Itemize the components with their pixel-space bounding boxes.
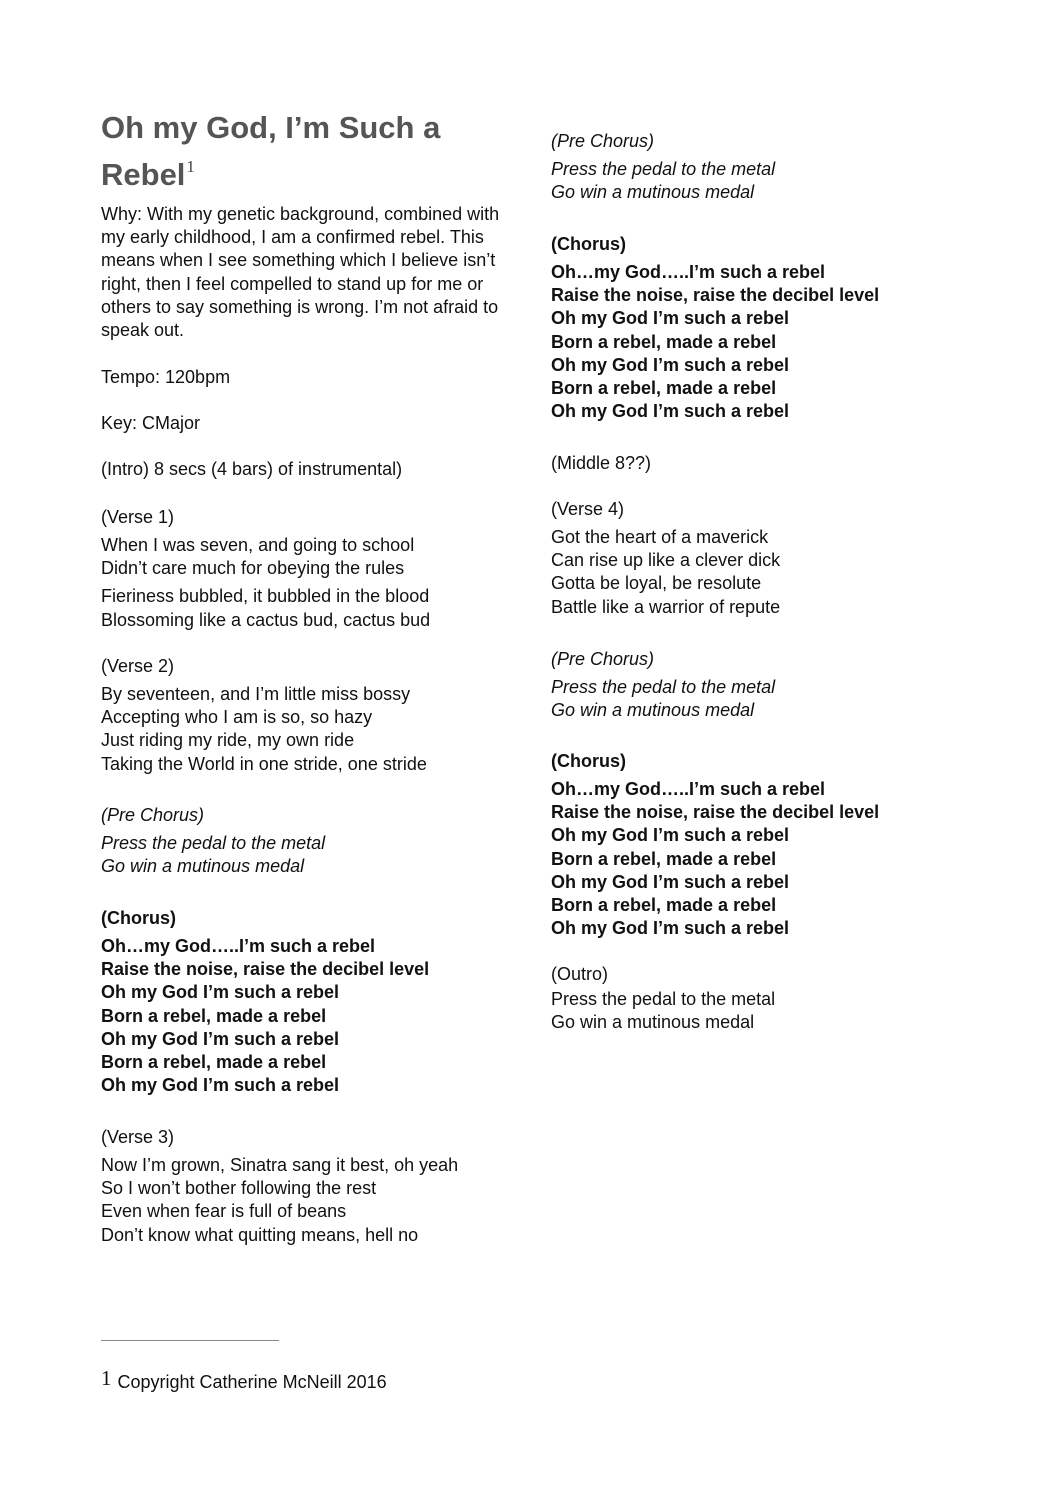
lyric-line: Oh…my God…..I’m such a rebel	[551, 779, 826, 799]
lyric-line: Go win a mutinous medal	[551, 182, 755, 203]
lyric-line: Oh my God I’m such a rebel	[551, 308, 790, 329]
lyric-line: Accepting who I am is so, so hazy	[101, 707, 373, 728]
lyric-lines	[551, 676, 991, 722]
section-label: (Verse 1)	[101, 507, 175, 527]
lyric-line: Go win a mutinous medal	[101, 856, 305, 877]
lyric-lines	[551, 261, 991, 423]
lyric-line: Oh my God I’m such a rebel	[551, 825, 790, 846]
lyric-line: Born a rebel, made a rebel	[551, 895, 777, 916]
why-paragraph: Why: With my genetic background, combined with my early childhood, I am a confirmed rebel. This means when I see something which I believe isn’t right, then I feel compelled to stand up for me or others to say something is wrong. I’m not afraid to speak out.	[101, 204, 500, 341]
verse-2	[101, 655, 541, 776]
lyric-line: Oh my God I’m such a rebel	[551, 918, 790, 939]
lyric-line: Raise the noise, raise the decibel level	[101, 959, 430, 980]
lyric-line: Born a rebel, made a rebel	[551, 848, 777, 869]
lyric-line: Born a rebel, made a rebel	[101, 1052, 327, 1073]
lyric-line: Just riding my ride, my own ride	[101, 730, 355, 751]
lyric-lines	[551, 158, 991, 204]
section-label: (Chorus)	[101, 908, 176, 928]
lyric-line: Battle like a warrior of repute	[551, 596, 781, 617]
lyric-lines	[101, 534, 541, 632]
lyric-line: Oh my God I’m such a rebel	[551, 871, 790, 892]
lyric-line: Blossoming like a cactus bud, cactus bud	[101, 609, 431, 630]
lyric-line: Oh my God I’m such a rebel	[101, 982, 340, 1003]
lyric-line: Got the heart of a maverick	[551, 527, 769, 547]
section-label: (Chorus)	[551, 234, 626, 254]
section-label: (Outro)	[551, 964, 609, 984]
lyric-lines	[551, 526, 991, 619]
lyric-line: By seventeen, and I’m little miss bossy	[101, 684, 411, 704]
verse-3	[101, 1126, 541, 1247]
lyric-line: Born a rebel, made a rebel	[551, 378, 777, 399]
lyric-lines	[101, 832, 541, 878]
chorus	[101, 907, 541, 1097]
key-text: Key: CMajor	[101, 413, 201, 433]
lyric-line: Can rise up like a clever dick	[551, 550, 781, 571]
footnote-divider	[101, 1340, 279, 1341]
pre-chorus	[551, 130, 991, 204]
lyric-lines	[101, 1154, 541, 1247]
intro-text: (Intro) 8 secs (4 bars) of instrumental)	[101, 459, 403, 479]
footnote	[101, 1367, 387, 1393]
lyric-line: Taking the World in one stride, one stride	[101, 753, 427, 774]
middle-8	[551, 452, 991, 475]
chorus	[551, 750, 991, 940]
lyric-line: Oh my God I’m such a rebel	[101, 1028, 340, 1049]
lyric-lines	[101, 935, 541, 1097]
section-label: (Middle 8??)	[551, 453, 652, 473]
chorus	[551, 233, 991, 423]
section-label: (Pre Chorus)	[551, 649, 655, 669]
lyric-line: Go win a mutinous medal	[551, 1012, 755, 1033]
lyric-line: Even when fear is full of beans	[101, 1201, 347, 1222]
section-label: (Verse 3)	[101, 1127, 175, 1147]
tempo-text: Tempo: 120bpm	[101, 367, 231, 387]
lyric-line: Born a rebel, made a rebel	[101, 1005, 327, 1026]
lyric-line: Oh my God I’m such a rebel	[551, 401, 790, 422]
lyric-line: Press the pedal to the metal	[551, 677, 776, 697]
verse-1	[101, 506, 541, 632]
lyric-line: Oh my God I’m such a rebel	[551, 354, 790, 375]
footnote-text: Copyright Catherine McNeill 2016	[117, 1372, 387, 1392]
song-title	[101, 108, 501, 194]
lyric-line: Press the pedal to the metal	[101, 833, 326, 853]
lyric-line: Press the pedal to the metal	[551, 159, 776, 179]
lyric-line: Born a rebel, made a rebel	[551, 331, 777, 352]
lyric-line: Gotta be loyal, be resolute	[551, 573, 762, 594]
pre-chorus	[551, 648, 991, 722]
lyric-line: Raise the noise, raise the decibel level	[551, 285, 880, 306]
lyric-line: Oh my God I’m such a rebel	[101, 1075, 340, 1096]
pre-chorus	[101, 804, 541, 878]
lyric-line: When I was seven, and going to school	[101, 535, 415, 555]
section-label: (Pre Chorus)	[101, 805, 205, 825]
lyric-line: Go win a mutinous medal	[551, 700, 755, 721]
song-title-text: Oh my God, I’m Such a Rebel	[101, 110, 441, 192]
section-label: (Pre Chorus)	[551, 131, 655, 151]
lyric-lines	[551, 778, 991, 940]
lyric-line: So I won’t bother following the rest	[101, 1178, 377, 1199]
lyric-lines	[101, 683, 541, 776]
footnote-reference: 1	[186, 157, 195, 176]
footnote-number: 1	[101, 1366, 112, 1390]
lyric-line: Fieriness bubbled, it bubbled in the blood	[101, 586, 430, 607]
lyric-lines	[551, 988, 991, 1034]
section-label: (Chorus)	[551, 751, 626, 771]
outro	[551, 963, 991, 1034]
lyric-line: Now I’m grown, Sinatra sang it best, oh yeah	[101, 1155, 459, 1175]
lyric-line: Oh…my God…..I’m such a rebel	[551, 262, 826, 282]
lyric-line: Raise the noise, raise the decibel level	[551, 802, 880, 823]
section-label: (Verse 2)	[101, 656, 175, 676]
lyric-line: Didn’t care much for obeying the rules	[101, 558, 405, 579]
lyric-line: Don’t know what quitting means, hell no	[101, 1224, 419, 1245]
lyric-line: Oh…my God…..I’m such a rebel	[101, 936, 376, 956]
verse-4	[551, 498, 991, 619]
section-label: (Verse 4)	[551, 499, 625, 519]
lyric-line: Press the pedal to the metal	[551, 989, 776, 1009]
